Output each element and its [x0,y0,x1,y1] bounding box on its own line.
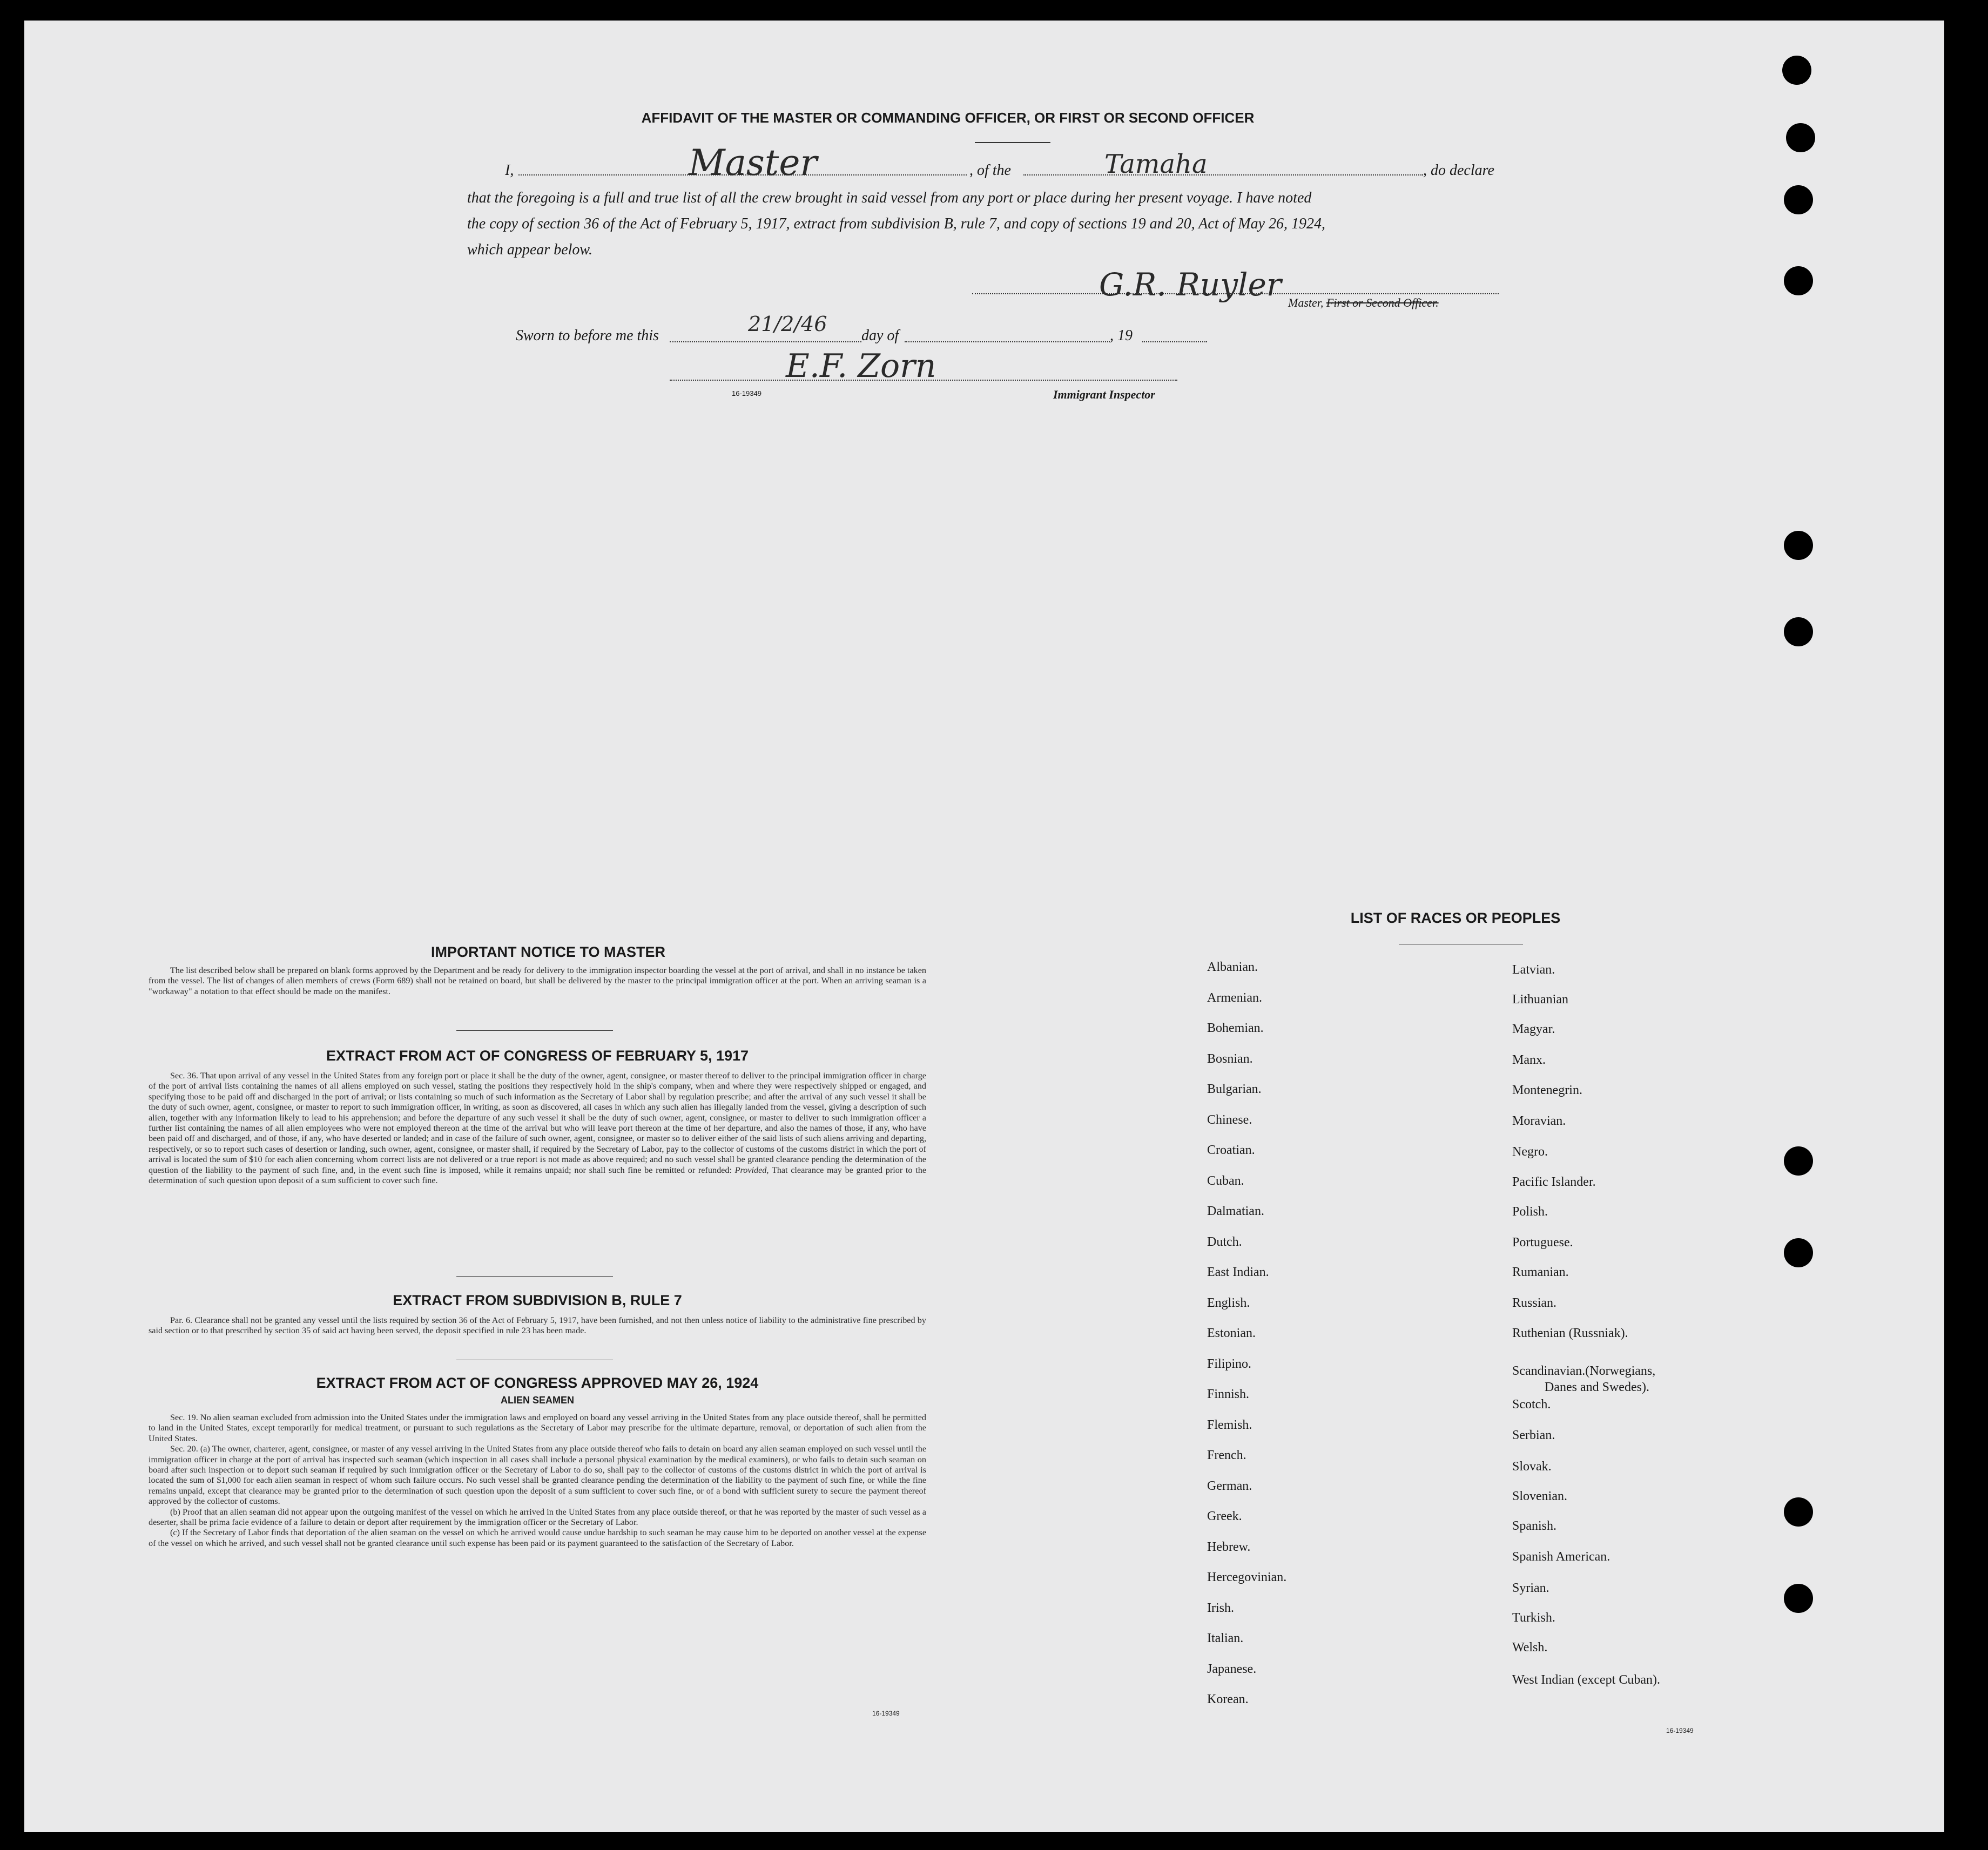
race-item: Scandinavian.(Norwegians, [1512,1364,1656,1378]
notice-paragraph: The list described below shall be prepared on blank forms approved by the Department and be ready for delivery to the immigration inspector boarding the vessel at the port of arrival, and shall in no instance be taken from the vessel. The list of changes of alien members of crews (Form 689) shall not be retained on board, but shall be delivered by the master to the principal immigration officer at the port. When an arriving seaman is a "workaway" a notation to that effect should be made on the manifest. [149,965,926,996]
race-item: Estonian. [1207,1326,1256,1340]
race-item: West Indian (except Cuban). [1512,1673,1660,1687]
race-item: English. [1207,1295,1250,1310]
affidavit-form-number: 16-19349 [732,389,761,397]
race-item: Chinese. [1207,1112,1252,1127]
race-item: Japanese. [1207,1662,1257,1676]
year-line [1142,341,1207,342]
punch-hole [1784,266,1813,295]
race-item: Armenian. [1207,990,1262,1005]
race-item: Korean. [1207,1692,1249,1706]
race-item: Croatian. [1207,1143,1255,1157]
race-item: Syrian. [1512,1581,1549,1595]
inspector-label: Immigrant Inspector [1053,388,1155,401]
rule-7-title: EXTRACT FROM SUBDIVISION B, RULE 7 [393,1292,682,1308]
race-item: Russian. [1512,1296,1557,1310]
race-item: Negro. [1512,1145,1548,1159]
sworn-date: 21/2/46 [748,312,827,336]
race-item: Rumanian. [1512,1265,1569,1279]
race-item: Hebrew. [1207,1540,1251,1554]
race-item: Bulgarian. [1207,1082,1262,1096]
race-item: Slovak. [1512,1460,1552,1474]
notice-text [149,965,926,997]
sec-36-paragraph [149,1071,926,1186]
notice-divider [456,1030,613,1031]
inspector-signature: E.F. Zorn [786,347,936,385]
affidavit-do-declare: , do declare [1423,162,1494,179]
extract-1917-divider [456,1276,613,1277]
sec-19-paragraph: Sec. 19. No alien seaman excluded from admission into the United States under the immigration laws and employed on board any vessel arriving in the United States from any place outside thereof, shall be permitted to land in the United States, except temporarily for medical treatment, or pursuant to such regulations as the Secretary of Labor may prescribe for the ultimate departure, removal, or deportation of such alien from the United States. [149,1413,926,1443]
race-item: Serbian. [1512,1428,1555,1442]
sworn-date-line [670,341,861,342]
sec-20c-paragraph: (c) If the Secretary of Labor finds that deportation of the alien seaman on the vessel on which he arrived would cause undue hardship to such seaman he may cause him to be deported on another vessel at the expense of the vessel on which he arrived, and such vessel shall not be granted clearance until such expense has been paid or its payment guaranteed to the satisfaction of the Secretary of Labor. [149,1528,926,1548]
punch-hole [1786,123,1815,152]
race-item: Cuban. [1207,1173,1244,1188]
affidavit-body-line-1: that the foregoing is a full and true list of all the crew brought in said vessel from any port or place during her present voyage. I have noted [467,190,1312,206]
sec-20a-paragraph: Sec. 20. (a) The owner, charterer, agent, consignee, or master of any vessel arriving in the United States from any place outside thereof who fails to detain on board any alien seaman employed on such vessel until the immigration officer in charge at the port of arrival has inspected such seaman (which inspection in all cases shall include a personal physical examination by the medical examiners), or who fails to detain such seaman on board after such inspection or to deport such seaman if required by such immigration officer or the Secretary of Labor to do so, shall pay to the collector of customs of the customs district in which the port of arrival is located the sum of $1,000 for each alien seaman in respect of whom such failure occurs. No such vessel shall be granted clearance pending the determination of the liability to the payment of such fine, or while the fine remains unpaid, except that clearance may be granted prior to the determination of such question upon the deposit of a sum sufficient to cover such fine, or of a bond with sufficient surety to secure the payment thereof approved by the collector of customs. [149,1444,926,1507]
year-prefix: , 19 [1110,327,1133,344]
race-item: Hercegovinian. [1207,1570,1287,1584]
race-item: German. [1207,1478,1252,1493]
race-item: Filipino. [1207,1356,1252,1371]
punch-hole [1784,1146,1813,1176]
handwritten-name: Master [689,142,817,184]
month-line [905,341,1110,342]
race-scandinavian-continued: Danes and Swedes). [1545,1380,1649,1394]
race-item: Turkish. [1512,1611,1555,1625]
affidavit-body [467,185,1504,263]
races-form-number: 16-19349 [1666,1727,1694,1734]
master-signature: G.R. Ruyler [1099,266,1282,303]
punch-hole [1784,185,1813,214]
race-item: Dutch. [1207,1234,1242,1249]
punch-hole [1784,1584,1813,1613]
notice-title: IMPORTANT NOTICE TO MASTER [431,944,665,960]
race-item: Ruthenian (Russniak). [1512,1326,1628,1340]
race-item: Magyar. [1512,1022,1555,1036]
document-page [24,21,1944,1832]
race-item: East Indian. [1207,1265,1269,1279]
race-item: Portuguese. [1512,1235,1573,1250]
inspector-line [670,380,1177,381]
race-item: Dalmatian. [1207,1204,1264,1218]
extract-1924-title: EXTRACT FROM ACT OF CONGRESS APPROVED MAY 26, 1924 [316,1375,759,1391]
rule-7-text [149,1315,926,1336]
extract-form-number: 16-19349 [872,1710,900,1717]
short-rule [975,142,1050,143]
rule-7-paragraph: Par. 6. Clearance shall not be granted any vessel until the lists required by section 36 of the Act of February 5, 1917, have been furnished, and not then unless notice of liability to the administrative fine prescribed by said section or to that prescribed by section 35 of said act having been served, the deposit specified in rule 23 has been made. [149,1315,926,1336]
extract-1917-text [149,1071,926,1186]
race-item: Montenegrin. [1512,1083,1582,1097]
signature-line [972,293,1499,294]
race-item: Moravian. [1512,1114,1566,1128]
provided-word: Provided, [734,1165,769,1175]
race-item: Polish. [1512,1205,1548,1219]
race-item: Manx. [1512,1053,1546,1067]
race-item: Italian. [1207,1631,1244,1645]
affidavit-i-label: I, [505,162,514,179]
handwritten-vessel: Tamaha [1104,149,1208,179]
race-item: Spanish. [1512,1519,1557,1533]
race-item: Spanish American. [1512,1550,1610,1564]
extract-1917-title: EXTRACT FROM ACT OF CONGRESS OF FEBRUARY 5, 1917 [326,1048,749,1064]
master-label: Master, [1288,296,1324,309]
races-title: LIST OF RACES OR PEOPLES [1350,910,1561,926]
race-item: Bohemian. [1207,1021,1264,1035]
master-struck-text: First or Second Officer. [1326,296,1439,309]
punch-hole [1784,617,1813,646]
race-item: Flemish. [1207,1417,1252,1432]
extract-1924-text [149,1413,926,1549]
affidavit-title: AFFIDAVIT OF THE MASTER OR COMMANDING OFFICER, OR FIRST OR SECOND OFFICER [641,110,1255,126]
punch-hole [1784,1238,1813,1267]
alien-seamen-subtitle: ALIEN SEAMEN [500,1395,574,1406]
race-item: French. [1207,1448,1246,1462]
sworn-label: Sworn to before me this [516,327,659,344]
race-item: Irish. [1207,1601,1234,1615]
day-of-label: day of [861,327,899,344]
race-item: Scotch. [1512,1397,1551,1412]
race-item: Pacific Islander. [1512,1175,1596,1189]
affidavit-of-the: , of the [969,162,1011,179]
race-item: Latvian. [1512,963,1555,977]
race-item: Bosnian. [1207,1051,1253,1066]
punch-hole [1784,1497,1813,1527]
punch-hole [1782,56,1811,85]
sec-20b-paragraph: (b) Proof that an alien seaman did not appear upon the outgoing manifest of the vessel on which he arrived in the United States from any place outside thereof, or that he was reported by the master of such vessel as a deserter, shall be prima facie evidence of a failure to detain or deport after requirement by the immigration officer or the Secretary of Labor. [149,1507,926,1528]
affidavit-body-line-2: the copy of section 36 of the Act of February 5, 1917, extract from subdivision B, rule 7, and copy of sections 19 and 20, Act of May 26, 1924, [467,215,1326,232]
sec-36-text-end: That clearance may be granted prior to the determination of such question upon deposit of a sum sufficient to cover such fine. [149,1165,926,1186]
race-item: Greek. [1207,1509,1242,1523]
sec-36-text: Sec. 36. That upon arrival of any vessel in the United States from any foreign port or place it shall be the duty of the owner, agent, consignee, or master thereof to deliver to the principal immigration officer in charge of the port of arrival lists containing the names of all aliens employed on such vessel, stating the positions they respectively hold in the ship's company, when and where they were respectively shipped or engaged, and specifying those to be paid off and discharged in the port of arrival; or lists containing so much of such information as the Secretary of Labor shall by regulation prescribe; and after the arrival of any such vessel it shall be the duty of such owner, agent, consignee, or master to report to such immigration officer, in writing, as soon as discovered, all cases in which any such alien has illegally landed from the vessel, giving a description of such alien, together with any information likely to lead to his apprehension; and before the departure of any such vessel it shall be the duty of such owner, agent, consignee, or master to deliver to such immigration officer a further list containing the names of all alien employees who were not employed thereon at the time of the arrival but who will leave port thereon at the time of her departure, and also the names of those, if any, who have been paid off and discharged, and of those, if any, who have deserted or landed; and in case of the failure of such owner, agent, consignee, or master so to deliver either of the said lists of such aliens arriving and departing, respectively, or so to report such cases of desertion or landing, such owner, agent, consignee, or master shall, if required by the Secretary of Labor, pay to the collector of customs of the customs district in which the port of arrival is located the sum of $10 for each alien concerning whom correct lists are not delivered or a true report is not made as above required; and no such vessel shall be granted clearance pending the determination of the question of the liability to the payment of such fine, and, in the event such fine is imposed, while it remains unpaid; nor shall such fine be remitted or refunded: [149,1071,926,1175]
race-item: Albanian. [1207,960,1258,974]
race-item: Slovenian. [1512,1489,1567,1503]
race-item: Lithuanian [1512,992,1568,1007]
affidavit-body-line-3: which appear below. [467,241,593,258]
vessel-line [1023,174,1423,175]
race-item: Finnish. [1207,1387,1250,1401]
race-item: Welsh. [1512,1640,1548,1655]
punch-hole [1784,531,1813,560]
master-label-row [1288,296,1439,310]
